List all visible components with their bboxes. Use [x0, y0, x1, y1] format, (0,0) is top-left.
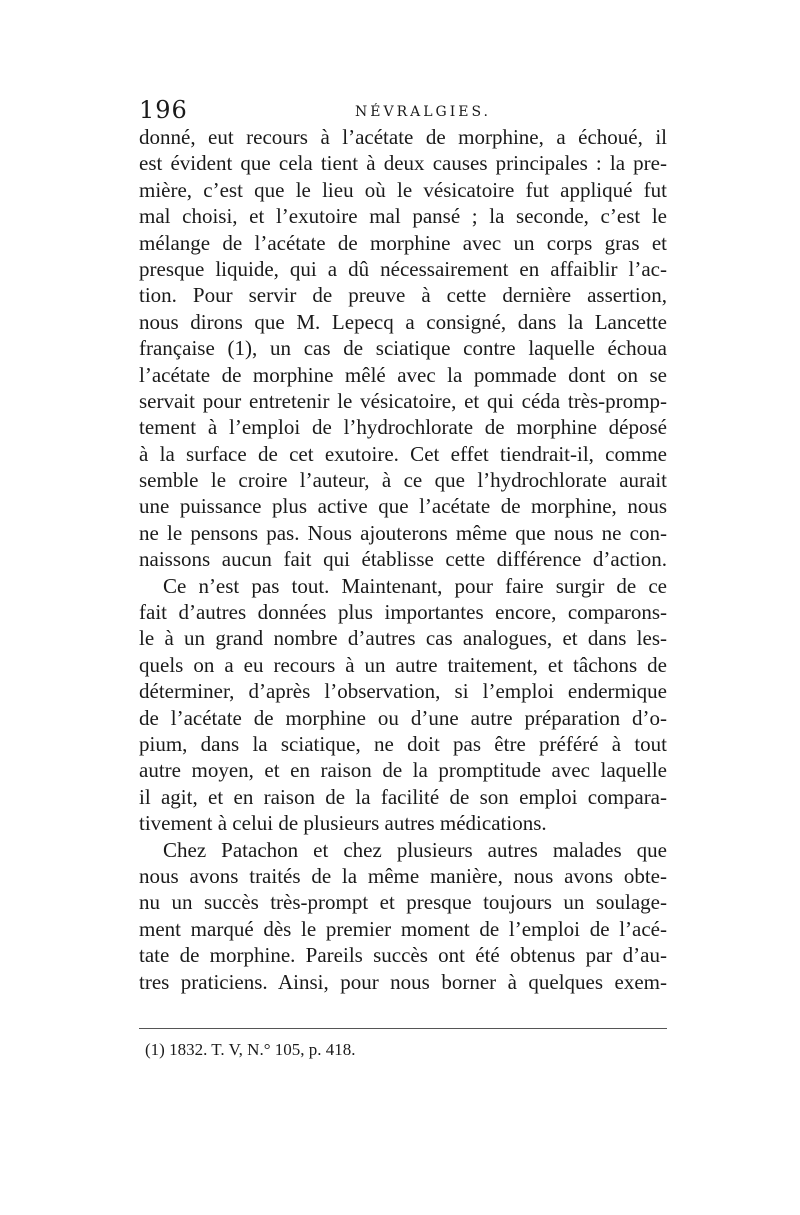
text-line: nous avons traités de la même manière, nous avons obte-: [139, 863, 667, 888]
text-line: mélange de l’acétate de morphine avec un corps gras et: [139, 230, 667, 255]
text-line: pium, dans la sciatique, ne doit pas être préféré à tout: [139, 731, 667, 756]
text-line: mière, c’est que le lieu où le vésicatoire fut appliqué fut: [139, 177, 667, 202]
text-line: déterminer, d’après l’observation, si l’emploi endermique: [139, 679, 667, 704]
footnote-rule: [139, 1028, 667, 1029]
text-line: ment marqué dès le premier moment de l’emploi de l’acé-: [139, 916, 667, 941]
text-line: donné, eut recours à l’acétate de morphine, a échoué, il: [139, 125, 667, 149]
text-line: ne le pensons pas. Nous ajouterons même que nous ne con-: [139, 520, 667, 545]
text-line: nous dirons que M. Lepecq a consigné, dans la Lancette: [139, 309, 667, 334]
text-line: une puissance plus active que l’acétate de morphine, nous: [139, 494, 667, 519]
text-line: tion. Pour servir de preuve à cette dernière assertion,: [139, 283, 667, 308]
text-line: il agit, et en raison de la facilité de son emploi compara-: [139, 784, 667, 809]
text-line: autre moyen, et en raison de la promptitude avec laquelle: [139, 758, 667, 783]
text-line: mal choisi, et l’exutoire mal pansé ; la seconde, c’est le: [139, 204, 667, 229]
text-line: est évident que cela tient à deux causes principales : la pre-: [139, 151, 667, 176]
page-number: 196: [139, 96, 188, 124]
text-line: tres praticiens. Ainsi, pour nous borner à quelques exem-: [139, 969, 667, 994]
text-line: servait pour entretenir le vésicatoire, et qui céda très-promp-: [139, 388, 667, 413]
running-head: NÉVRALGIES.: [355, 104, 492, 120]
text-line: le à un grand nombre d’autres cas analogues, et dans les-: [139, 626, 667, 651]
text-line: Chez Patachon et chez plusieurs autres malades que: [163, 837, 667, 862]
text-line: française (1), un cas de sciatique contre laquelle échoua: [139, 336, 667, 361]
text-line: à la surface de cet exutoire. Cet effet tiendrait-il, comme: [139, 441, 667, 466]
text-line: tivement à celui de plusieurs autres médications.: [139, 811, 547, 836]
text-line: tate de morphine. Pareils succès ont été obtenus par d’au-: [139, 943, 667, 968]
text-line: de l’acétate de morphine ou d’une autre préparation d’o-: [139, 705, 667, 730]
text-line: quels on a eu recours à un autre traitement, et tâchons de: [139, 652, 667, 677]
text-line: semble le croire l’auteur, à ce que l’hydrochlorate aurait: [139, 468, 667, 493]
body-text: [139, 124, 667, 995]
text-line: fait d’autres données plus importantes encore, comparons-: [139, 600, 667, 625]
text-line: tement à l’emploi de l’hydrochlorate de morphine déposé: [139, 415, 667, 440]
text-line: l’acétate de morphine mêlé avec la pommade dont on se: [139, 362, 667, 387]
page-header: [139, 96, 667, 124]
footnote: (1) 1832. T. V, N.° 105, p. 418.: [145, 1040, 356, 1059]
text-line: Ce n’est pas tout. Maintenant, pour faire surgir de ce: [163, 573, 667, 598]
text-line: presque liquide, qui a dû nécessairement en affaiblir l’ac-: [139, 256, 667, 281]
text-line: nu un succès très-prompt et presque toujours un soulage-: [139, 890, 667, 915]
text-line: naissons aucun fait qui établisse cette différence d’action.: [139, 547, 667, 572]
